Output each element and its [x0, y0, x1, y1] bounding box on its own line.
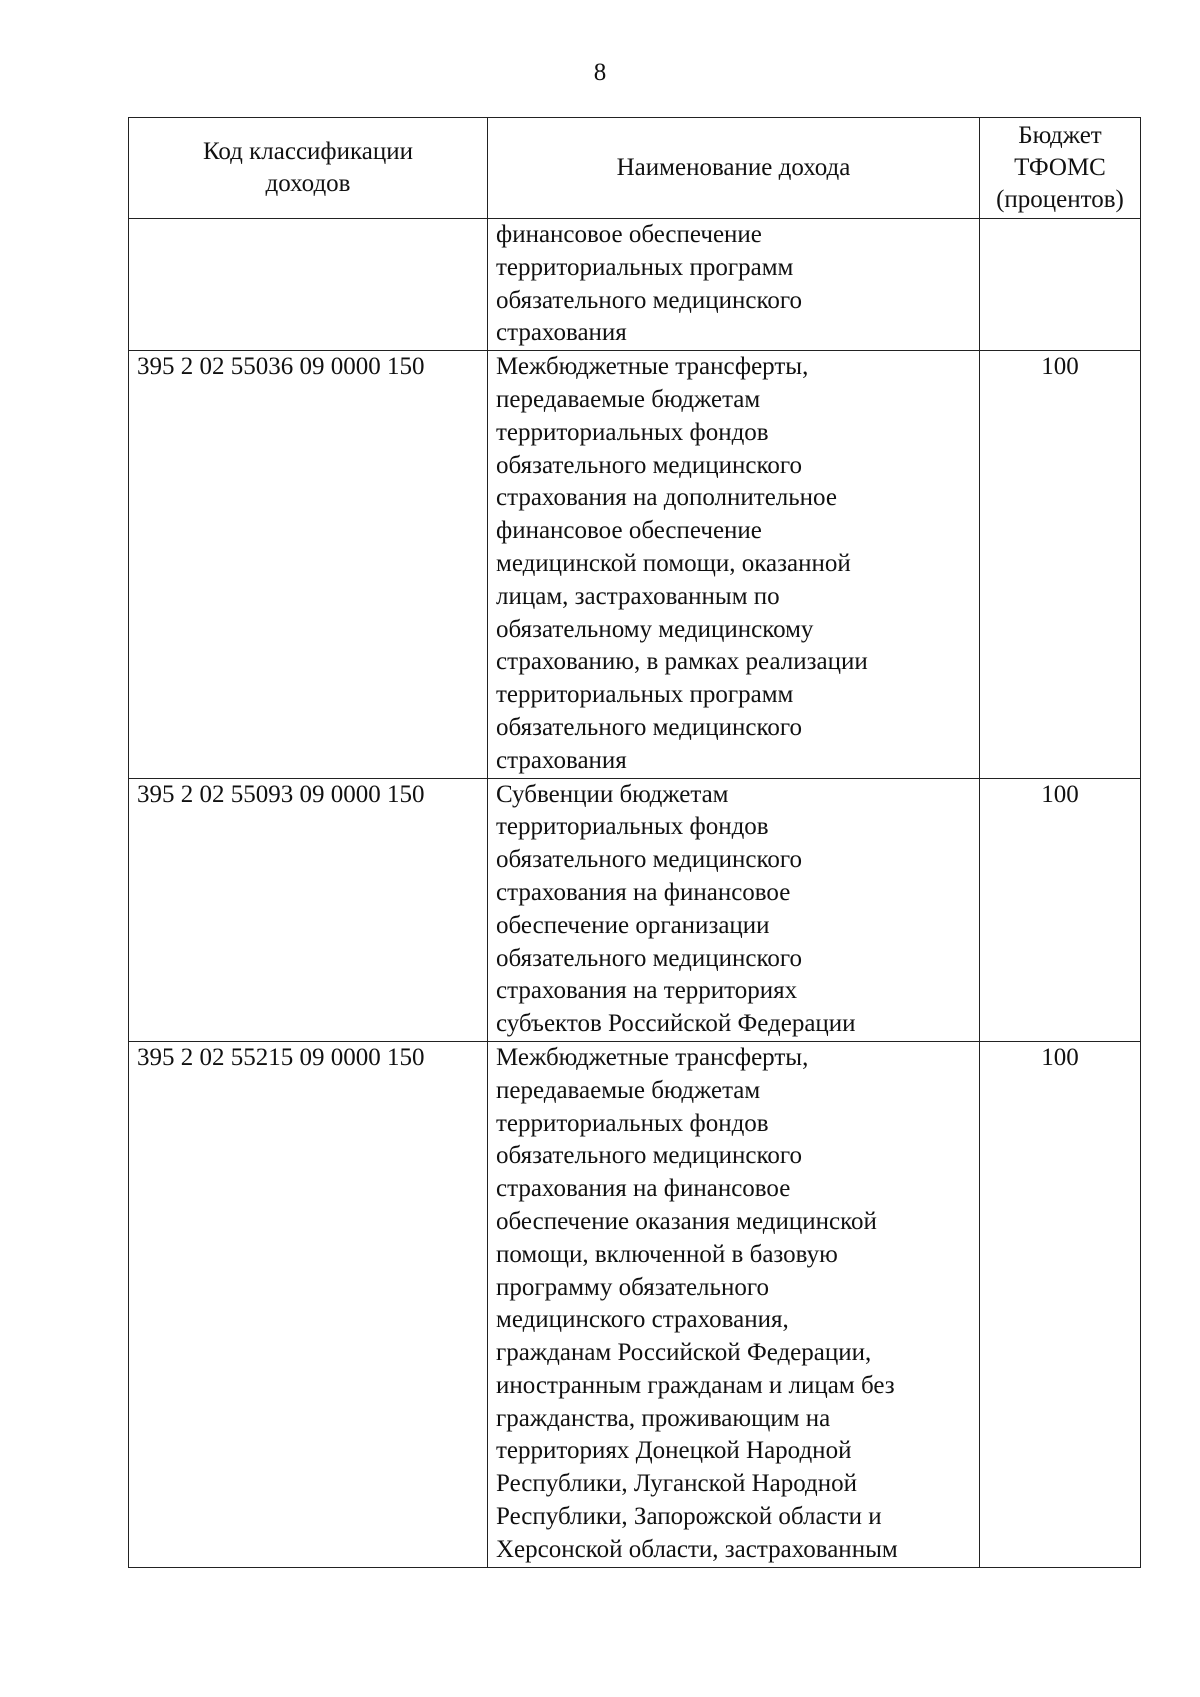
cell-name-line: передаваемые бюджетам — [496, 385, 761, 413]
cell-name-line: территориях Донецкой Народной — [496, 1437, 852, 1465]
cell-name-line: иностранным гражданам и лицам без — [496, 1371, 895, 1399]
cell-name-line: Межбюджетные трансферты, — [496, 353, 809, 381]
cell-name-line: гражданам Российской Федерации, — [496, 1339, 872, 1367]
cell-name-line: страхования на территориях — [496, 977, 798, 1005]
cell-name-line: территориальных программ — [496, 681, 794, 709]
cell-name-line: обязательного медицинского — [496, 1142, 803, 1170]
cell-name-line: страхования на финансовое — [496, 878, 791, 906]
cell-name-line: гражданства, проживающим на — [496, 1404, 831, 1432]
cell-code: 395 2 02 55215 09 0000 150 — [129, 1041, 488, 1567]
header-name-line: Наименование дохода — [616, 154, 851, 181]
cell-name-line: Республики, Запорожской области и — [496, 1503, 882, 1531]
header-percent-line: Бюджет — [1018, 122, 1102, 149]
cell-name-line: финансовое обеспечение — [496, 517, 762, 545]
cell-name-line: территориальных фондов — [496, 418, 769, 446]
cell-name-line: территориальных программ — [496, 253, 794, 281]
cell-name-line: субъектов Российской Федерации — [496, 1010, 856, 1038]
cell-name — [488, 778, 980, 1041]
header-code — [129, 118, 488, 219]
cell-name-line: Республики, Луганской Народной — [496, 1470, 857, 1498]
cell-name-line: программу обязательного — [496, 1273, 769, 1301]
cell-name-line: обязательного медицинского — [496, 286, 803, 314]
cell-name-line: обязательного медицинского — [496, 451, 803, 479]
header-name — [488, 118, 980, 219]
table-row — [129, 219, 1141, 351]
table-row — [129, 1041, 1141, 1567]
header-percent-line: ТФОМС — [1014, 154, 1106, 181]
cell-name-line: обязательного медицинского — [496, 713, 803, 741]
table-row — [129, 351, 1141, 778]
income-classification-table — [128, 117, 1141, 1568]
cell-name-line: Субвенции бюджетам — [496, 780, 729, 808]
table-row — [129, 778, 1141, 1041]
cell-name-line: передаваемые бюджетам — [496, 1076, 761, 1104]
header-code-line: Код классификации — [202, 138, 414, 165]
cell-name-line: обеспечение оказания медицинской — [496, 1207, 877, 1235]
cell-name-line: территориальных фондов — [496, 813, 769, 841]
cell-name-line: медицинского страхования, — [496, 1306, 789, 1334]
cell-name-line: обеспечение организации — [496, 911, 770, 939]
cell-percent: 100 — [980, 778, 1141, 1041]
cell-name-line: помощи, включенной в базовую — [496, 1240, 838, 1268]
cell-name — [488, 1041, 980, 1567]
cell-name-line: обязательному медицинскому — [496, 615, 814, 643]
table-header-row — [129, 118, 1141, 219]
cell-percent — [980, 219, 1141, 351]
cell-name-line: Межбюджетные трансферты, — [496, 1043, 809, 1071]
cell-name-line: финансовое обеспечение — [496, 221, 762, 248]
cell-name-line: Херсонской области, застрахованным — [496, 1535, 898, 1563]
cell-name-line: обязательного медицинского — [496, 846, 803, 874]
cell-name-line: страхования — [496, 746, 627, 774]
cell-name-line: страхования на дополнительное — [496, 484, 837, 512]
header-percent — [980, 118, 1141, 219]
cell-code: 395 2 02 55093 09 0000 150 — [129, 778, 488, 1041]
cell-name-line: страхованию, в рамках реализации — [496, 648, 868, 676]
header-percent-line: (процентов) — [996, 186, 1124, 213]
cell-name-line: медицинской помощи, оказанной — [496, 549, 851, 577]
cell-code: 395 2 02 55036 09 0000 150 — [129, 351, 488, 778]
page-number: 8 — [593, 59, 607, 86]
cell-name-line: страхования на финансовое — [496, 1175, 791, 1203]
cell-percent: 100 — [980, 1041, 1141, 1567]
cell-name-line: обязательного медицинского — [496, 944, 803, 972]
cell-name-line: территориальных фондов — [496, 1109, 769, 1137]
cell-name-line: лицам, застрахованным по — [496, 582, 780, 610]
cell-percent: 100 — [980, 351, 1141, 778]
cell-name — [488, 351, 980, 778]
cell-code — [129, 219, 488, 351]
header-code-line: доходов — [265, 170, 351, 197]
cell-name — [488, 219, 980, 351]
cell-name-line: страхования — [496, 319, 627, 347]
